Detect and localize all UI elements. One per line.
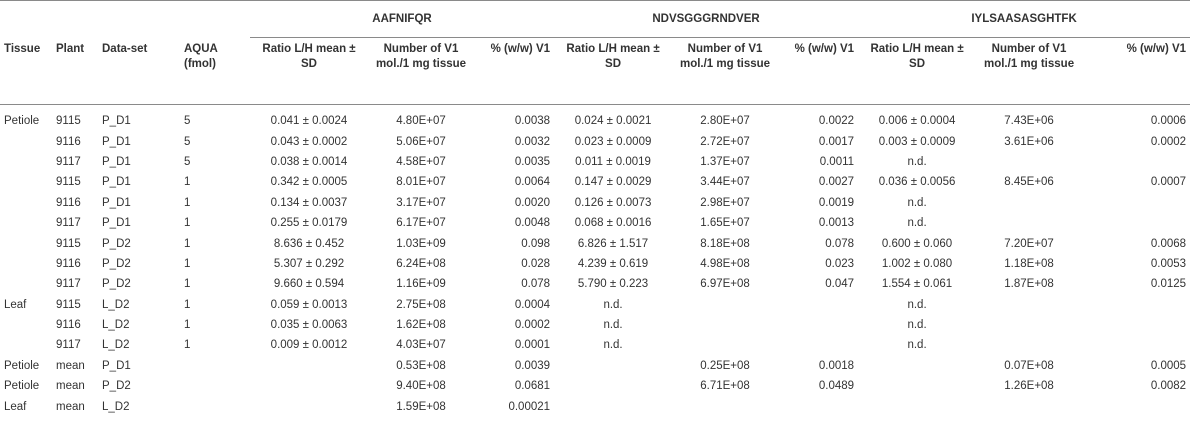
tissue-cell: Petiole (4, 380, 40, 393)
ratio-cell-1: 0.255 ± 0.0179 (270, 217, 348, 230)
dataset-header: Data-set (98, 38, 180, 105)
dataset-cell: L_D2 (102, 339, 130, 352)
ratio-cell-3: n.d. (907, 217, 927, 230)
ratio-cell-2: n.d. (603, 339, 623, 352)
ratio-cell-1: 0.342 ± 0.0005 (270, 176, 348, 189)
pct-cell-1: 0.0004 (514, 298, 551, 311)
dataset-cell: L_D2 (102, 319, 130, 332)
pct-cell-2: 0.078 (825, 237, 855, 250)
aqua-cell: 1 (184, 176, 191, 189)
ratio-cell-3 (858, 376, 976, 396)
plant-cell: 9117 (56, 278, 81, 291)
ratio-cell-1: 0.038 ± 0.0014 (270, 155, 348, 168)
number-cell-1: 2.75E+08 (396, 298, 446, 311)
peptide-header-2: NDVSGGGRNDVER (554, 1, 858, 38)
number-cell-2 (672, 295, 778, 315)
plant-cell: 9117 (56, 217, 81, 230)
pct-cell-2: 0.0019 (818, 196, 855, 209)
pct-cell-2 (778, 335, 858, 355)
pct-cell-3 (1082, 295, 1190, 315)
number-cell-1: 6.17E+07 (396, 217, 446, 230)
number-cell-2: 6.97E+08 (700, 278, 750, 291)
ratio-cell-1 (250, 356, 368, 376)
number-cell-1: 4.58E+07 (396, 155, 446, 168)
pct-cell-2: 0.0489 (818, 380, 855, 393)
aqua-header: AQUA (fmol) (180, 38, 250, 105)
pct-cell-2 (778, 396, 858, 416)
plant-cell: 9116 (56, 319, 81, 332)
tissue-cell: Leaf (4, 298, 27, 311)
tissue-cell (0, 254, 52, 274)
pct-cell-1: 0.0001 (514, 339, 551, 352)
number-cell-1: 9.40E+08 (396, 380, 446, 393)
tissue-cell (0, 152, 52, 172)
number-cell-3: 1.18E+08 (1004, 257, 1054, 270)
number-cell-1: 8.01E+07 (396, 176, 446, 189)
plant-cell: 9115 (56, 298, 81, 311)
tissue-cell: Leaf (4, 400, 27, 413)
table-body (0, 105, 1190, 417)
aqua-cell: 1 (184, 257, 191, 270)
aqua-cell: 1 (184, 196, 191, 209)
ratio-cell-2 (554, 356, 672, 376)
number-cell-3 (976, 213, 1082, 233)
number-header-1: Number of V1 mol./1 mg tissue (368, 38, 474, 105)
ratio-cell-1: 8.636 ± 0.452 (273, 237, 345, 250)
number-cell-3: 8.45E+06 (1004, 176, 1054, 189)
column-header-row (0, 38, 1190, 105)
number-cell-2: 1.65E+07 (700, 217, 750, 230)
number-cell-3 (976, 335, 1082, 355)
pct-cell-1: 0.0002 (514, 319, 551, 332)
dataset-cell: P_D2 (102, 380, 131, 393)
number-cell-2: 4.98E+08 (700, 257, 750, 270)
dataset-cell: P_D2 (102, 257, 131, 270)
pct-cell-1: 0.0048 (514, 217, 551, 230)
pct-header-3: % (w/w) V1 (1082, 38, 1190, 105)
number-cell-2: 8.18E+08 (700, 237, 750, 250)
pct-cell-3 (1082, 396, 1190, 416)
pct-cell-3 (1082, 193, 1190, 213)
pct-cell-2: 0.0017 (818, 135, 855, 148)
pct-cell-2: 0.0013 (818, 217, 855, 230)
ratio-cell-2: 4.239 ± 0.619 (577, 257, 649, 270)
ratio-cell-1: 0.009 ± 0.0012 (270, 339, 348, 352)
number-header-2: Number of V1 mol./1 mg tissue (672, 38, 778, 105)
table-row (0, 105, 1190, 132)
pct-cell-3: 0.0125 (1150, 278, 1187, 291)
tissue-cell: Petiole (4, 359, 40, 372)
plant-header: Plant (52, 38, 98, 105)
pct-cell-2: 0.0018 (818, 359, 855, 372)
tissue-cell (0, 335, 52, 355)
ratio-cell-1: 5.307 ± 0.292 (273, 257, 345, 270)
number-header-3: Number of V1 mol./1 mg tissue (976, 38, 1082, 105)
pct-cell-1: 0.0039 (514, 359, 551, 372)
pct-header-2: % (w/w) V1 (778, 38, 858, 105)
dataset-cell: P_D2 (102, 237, 131, 250)
pct-cell-3: 0.0053 (1150, 257, 1187, 270)
pct-cell-1: 0.0038 (514, 115, 551, 128)
ratio-cell-2: 0.011 ± 0.0019 (575, 155, 651, 168)
ratio-cell-2 (554, 376, 672, 396)
number-cell-1: 4.03E+07 (396, 339, 446, 352)
aqua-cell: 5 (184, 135, 191, 148)
pct-cell-1: 0.028 (521, 257, 551, 270)
pct-cell-2 (778, 315, 858, 335)
plant-cell: mean (56, 380, 85, 393)
peptide-header-3: IYLSAASASGHTFK (858, 1, 1190, 38)
dataset-cell: P_D1 (102, 135, 131, 148)
aqua-cell: 1 (184, 339, 191, 352)
pct-cell-3: 0.0082 (1150, 380, 1187, 393)
number-cell-1: 5.06E+07 (396, 135, 446, 148)
aqua-cell (180, 376, 250, 396)
ratio-cell-1 (250, 376, 368, 396)
ratio-cell-3: n.d. (907, 298, 927, 311)
ratio-cell-2: n.d. (603, 319, 623, 332)
aqua-cell (180, 396, 250, 416)
ratio-cell-3: n.d. (907, 155, 927, 168)
plant-cell: 9116 (56, 196, 81, 209)
aqua-cell (180, 356, 250, 376)
dataset-cell: L_D2 (102, 298, 130, 311)
ratio-cell-2: 0.068 ± 0.0016 (574, 217, 652, 230)
number-cell-1: 1.03E+09 (396, 237, 446, 250)
table-row (0, 295, 1190, 315)
dataset-cell: P_D1 (102, 359, 131, 372)
tissue-cell (0, 172, 52, 192)
ratio-cell-2: 0.126 ± 0.0073 (574, 196, 652, 209)
aqua-cell: 5 (184, 115, 191, 128)
pct-cell-1: 0.078 (521, 278, 551, 291)
aqua-cell: 1 (184, 217, 191, 230)
number-cell-2: 3.44E+07 (700, 176, 750, 189)
number-cell-3 (976, 152, 1082, 172)
ratio-cell-3: 0.600 ± 0.060 (881, 237, 953, 250)
dataset-cell: P_D1 (102, 176, 131, 189)
table-row (0, 213, 1190, 233)
pct-cell-2: 0.023 (825, 257, 855, 270)
plant-cell: 9115 (56, 176, 81, 189)
ratio-cell-2: 5.790 ± 0.223 (577, 278, 649, 291)
plant-cell: 9116 (56, 257, 81, 270)
pct-cell-2: 0.0011 (819, 155, 855, 168)
ratio-cell-3: 1.002 ± 0.080 (881, 257, 953, 270)
pct-cell-2 (778, 295, 858, 315)
aqua-cell: 1 (184, 319, 191, 332)
peptide-header-1: AAFNIFQR (250, 1, 554, 38)
dataset-cell: P_D1 (102, 217, 131, 230)
number-cell-3 (976, 315, 1082, 335)
dataset-cell: P_D1 (102, 115, 131, 128)
ratio-cell-3: 0.003 ± 0.0009 (878, 135, 956, 148)
tissue-cell (0, 274, 52, 294)
table-row (0, 233, 1190, 253)
ratio-cell-2: 0.024 ± 0.0021 (574, 115, 652, 128)
ratio-cell-3 (858, 396, 976, 416)
pct-cell-3: 0.0006 (1150, 115, 1187, 128)
pct-cell-2: 0.0027 (818, 176, 855, 189)
number-cell-2: 6.71E+08 (700, 380, 750, 393)
pct-cell-3: 0.0005 (1150, 359, 1187, 372)
ratio-cell-3 (858, 356, 976, 376)
ratio-cell-2: 0.023 ± 0.0009 (574, 135, 652, 148)
dataset-cell: P_D1 (102, 155, 131, 168)
pct-header-1: % (w/w) V1 (474, 38, 554, 105)
tissue-header: Tissue (0, 38, 52, 105)
pct-cell-3 (1082, 152, 1190, 172)
ratio-cell-2: 6.826 ± 1.517 (577, 237, 649, 250)
pct-cell-1: 0.0020 (514, 196, 551, 209)
number-cell-3 (976, 193, 1082, 213)
pct-cell-3 (1082, 213, 1190, 233)
pct-cell-3: 0.0068 (1150, 237, 1187, 250)
number-cell-1: 1.59E+08 (396, 400, 446, 413)
plant-cell: 9116 (56, 135, 81, 148)
pct-cell-1: 0.0035 (514, 155, 551, 168)
ratio-cell-1 (250, 396, 368, 416)
table-row (0, 315, 1190, 335)
ratio-header-1: Ratio L/H mean ± SD (250, 38, 368, 105)
number-cell-3: 1.87E+08 (1004, 278, 1054, 291)
tissue-cell (0, 315, 52, 335)
ratio-cell-3: 0.036 ± 0.0056 (878, 176, 956, 189)
pct-cell-3: 0.0007 (1150, 176, 1187, 189)
table-row (0, 193, 1190, 213)
number-cell-1: 6.24E+08 (396, 257, 446, 270)
dataset-cell: P_D1 (102, 196, 131, 209)
table-row (0, 356, 1190, 376)
table-row (0, 172, 1190, 192)
pct-cell-2: 0.0022 (818, 115, 855, 128)
ratio-cell-2 (554, 396, 672, 416)
tissue-cell (0, 131, 52, 151)
table-row (0, 396, 1190, 416)
tissue-cell (0, 193, 52, 213)
aqua-cell: 5 (184, 155, 191, 168)
pct-cell-3: 0.0002 (1150, 135, 1187, 148)
dataset-cell: L_D2 (102, 400, 130, 413)
ratio-cell-3: n.d. (907, 196, 927, 209)
peptide-header-row (0, 1, 1190, 38)
tissue-cell (0, 213, 52, 233)
ratio-cell-3: n.d. (907, 339, 927, 352)
number-cell-2 (672, 396, 778, 416)
number-cell-1: 3.17E+07 (396, 196, 446, 209)
number-cell-1: 1.62E+08 (396, 319, 446, 332)
number-cell-2: 2.98E+07 (700, 196, 750, 209)
plant-cell: 9115 (56, 237, 81, 250)
pct-cell-1: 0.0681 (514, 380, 551, 393)
table-row (0, 376, 1190, 396)
plant-cell: 9117 (56, 155, 81, 168)
ratio-cell-3: 1.554 ± 0.061 (881, 278, 953, 291)
plant-cell: 9117 (56, 339, 81, 352)
pct-cell-3 (1082, 335, 1190, 355)
ratio-header-2: Ratio L/H mean ± SD (554, 38, 672, 105)
tissue-cell (0, 233, 52, 253)
ratio-cell-1: 9.660 ± 0.594 (273, 278, 345, 291)
plant-cell: 9115 (56, 115, 81, 128)
number-cell-2: 2.72E+07 (700, 135, 750, 148)
ratio-cell-2: 0.147 ± 0.0029 (574, 176, 652, 189)
number-cell-3 (976, 295, 1082, 315)
aqua-cell: 1 (184, 278, 191, 291)
number-cell-2: 1.37E+07 (700, 155, 750, 168)
pct-cell-1: 0.00021 (508, 400, 551, 413)
ratio-cell-3: 0.006 ± 0.0004 (878, 115, 956, 128)
pct-cell-2: 0.047 (825, 278, 855, 291)
pct-cell-1: 0.0032 (514, 135, 551, 148)
number-cell-1: 4.80E+07 (396, 115, 446, 128)
tissue-cell: Petiole (4, 115, 40, 128)
pct-cell-1: 0.098 (521, 237, 551, 250)
table-row (0, 131, 1190, 151)
ratio-cell-1: 0.134 ± 0.0037 (270, 196, 348, 209)
pct-cell-1: 0.0064 (514, 176, 551, 189)
number-cell-3: 0.07E+08 (1004, 359, 1054, 372)
aqua-cell: 1 (184, 298, 191, 311)
number-cell-2 (672, 315, 778, 335)
number-cell-3: 7.20E+07 (1004, 237, 1054, 250)
pct-cell-3 (1082, 315, 1190, 335)
number-cell-2: 0.25E+08 (700, 359, 750, 372)
ratio-cell-1: 0.041 ± 0.0024 (270, 115, 348, 128)
plant-cell: mean (56, 359, 85, 372)
ratio-cell-2: n.d. (603, 298, 623, 311)
dataset-cell: P_D2 (102, 278, 131, 291)
number-cell-3: 3.61E+06 (1004, 135, 1054, 148)
ratio-cell-1: 0.059 ± 0.0013 (270, 298, 348, 311)
ratio-cell-1: 0.043 ± 0.0002 (270, 135, 348, 148)
plant-cell: mean (56, 400, 85, 413)
number-cell-2: 2.80E+07 (700, 115, 750, 128)
table-row (0, 152, 1190, 172)
number-cell-1: 0.53E+08 (396, 359, 446, 372)
table-row (0, 254, 1190, 274)
ratio-cell-3: n.d. (907, 319, 927, 332)
number-cell-1: 1.16E+09 (396, 278, 446, 291)
table-row (0, 335, 1190, 355)
number-cell-3 (976, 396, 1082, 416)
ratio-cell-1: 0.035 ± 0.0063 (270, 319, 348, 332)
number-cell-3: 7.43E+06 (1004, 115, 1054, 128)
table-row (0, 274, 1190, 294)
number-cell-2 (672, 335, 778, 355)
number-cell-3: 1.26E+08 (1004, 380, 1054, 393)
ratio-header-3: Ratio L/H mean ± SD (858, 38, 976, 105)
aqua-cell: 1 (184, 237, 191, 250)
